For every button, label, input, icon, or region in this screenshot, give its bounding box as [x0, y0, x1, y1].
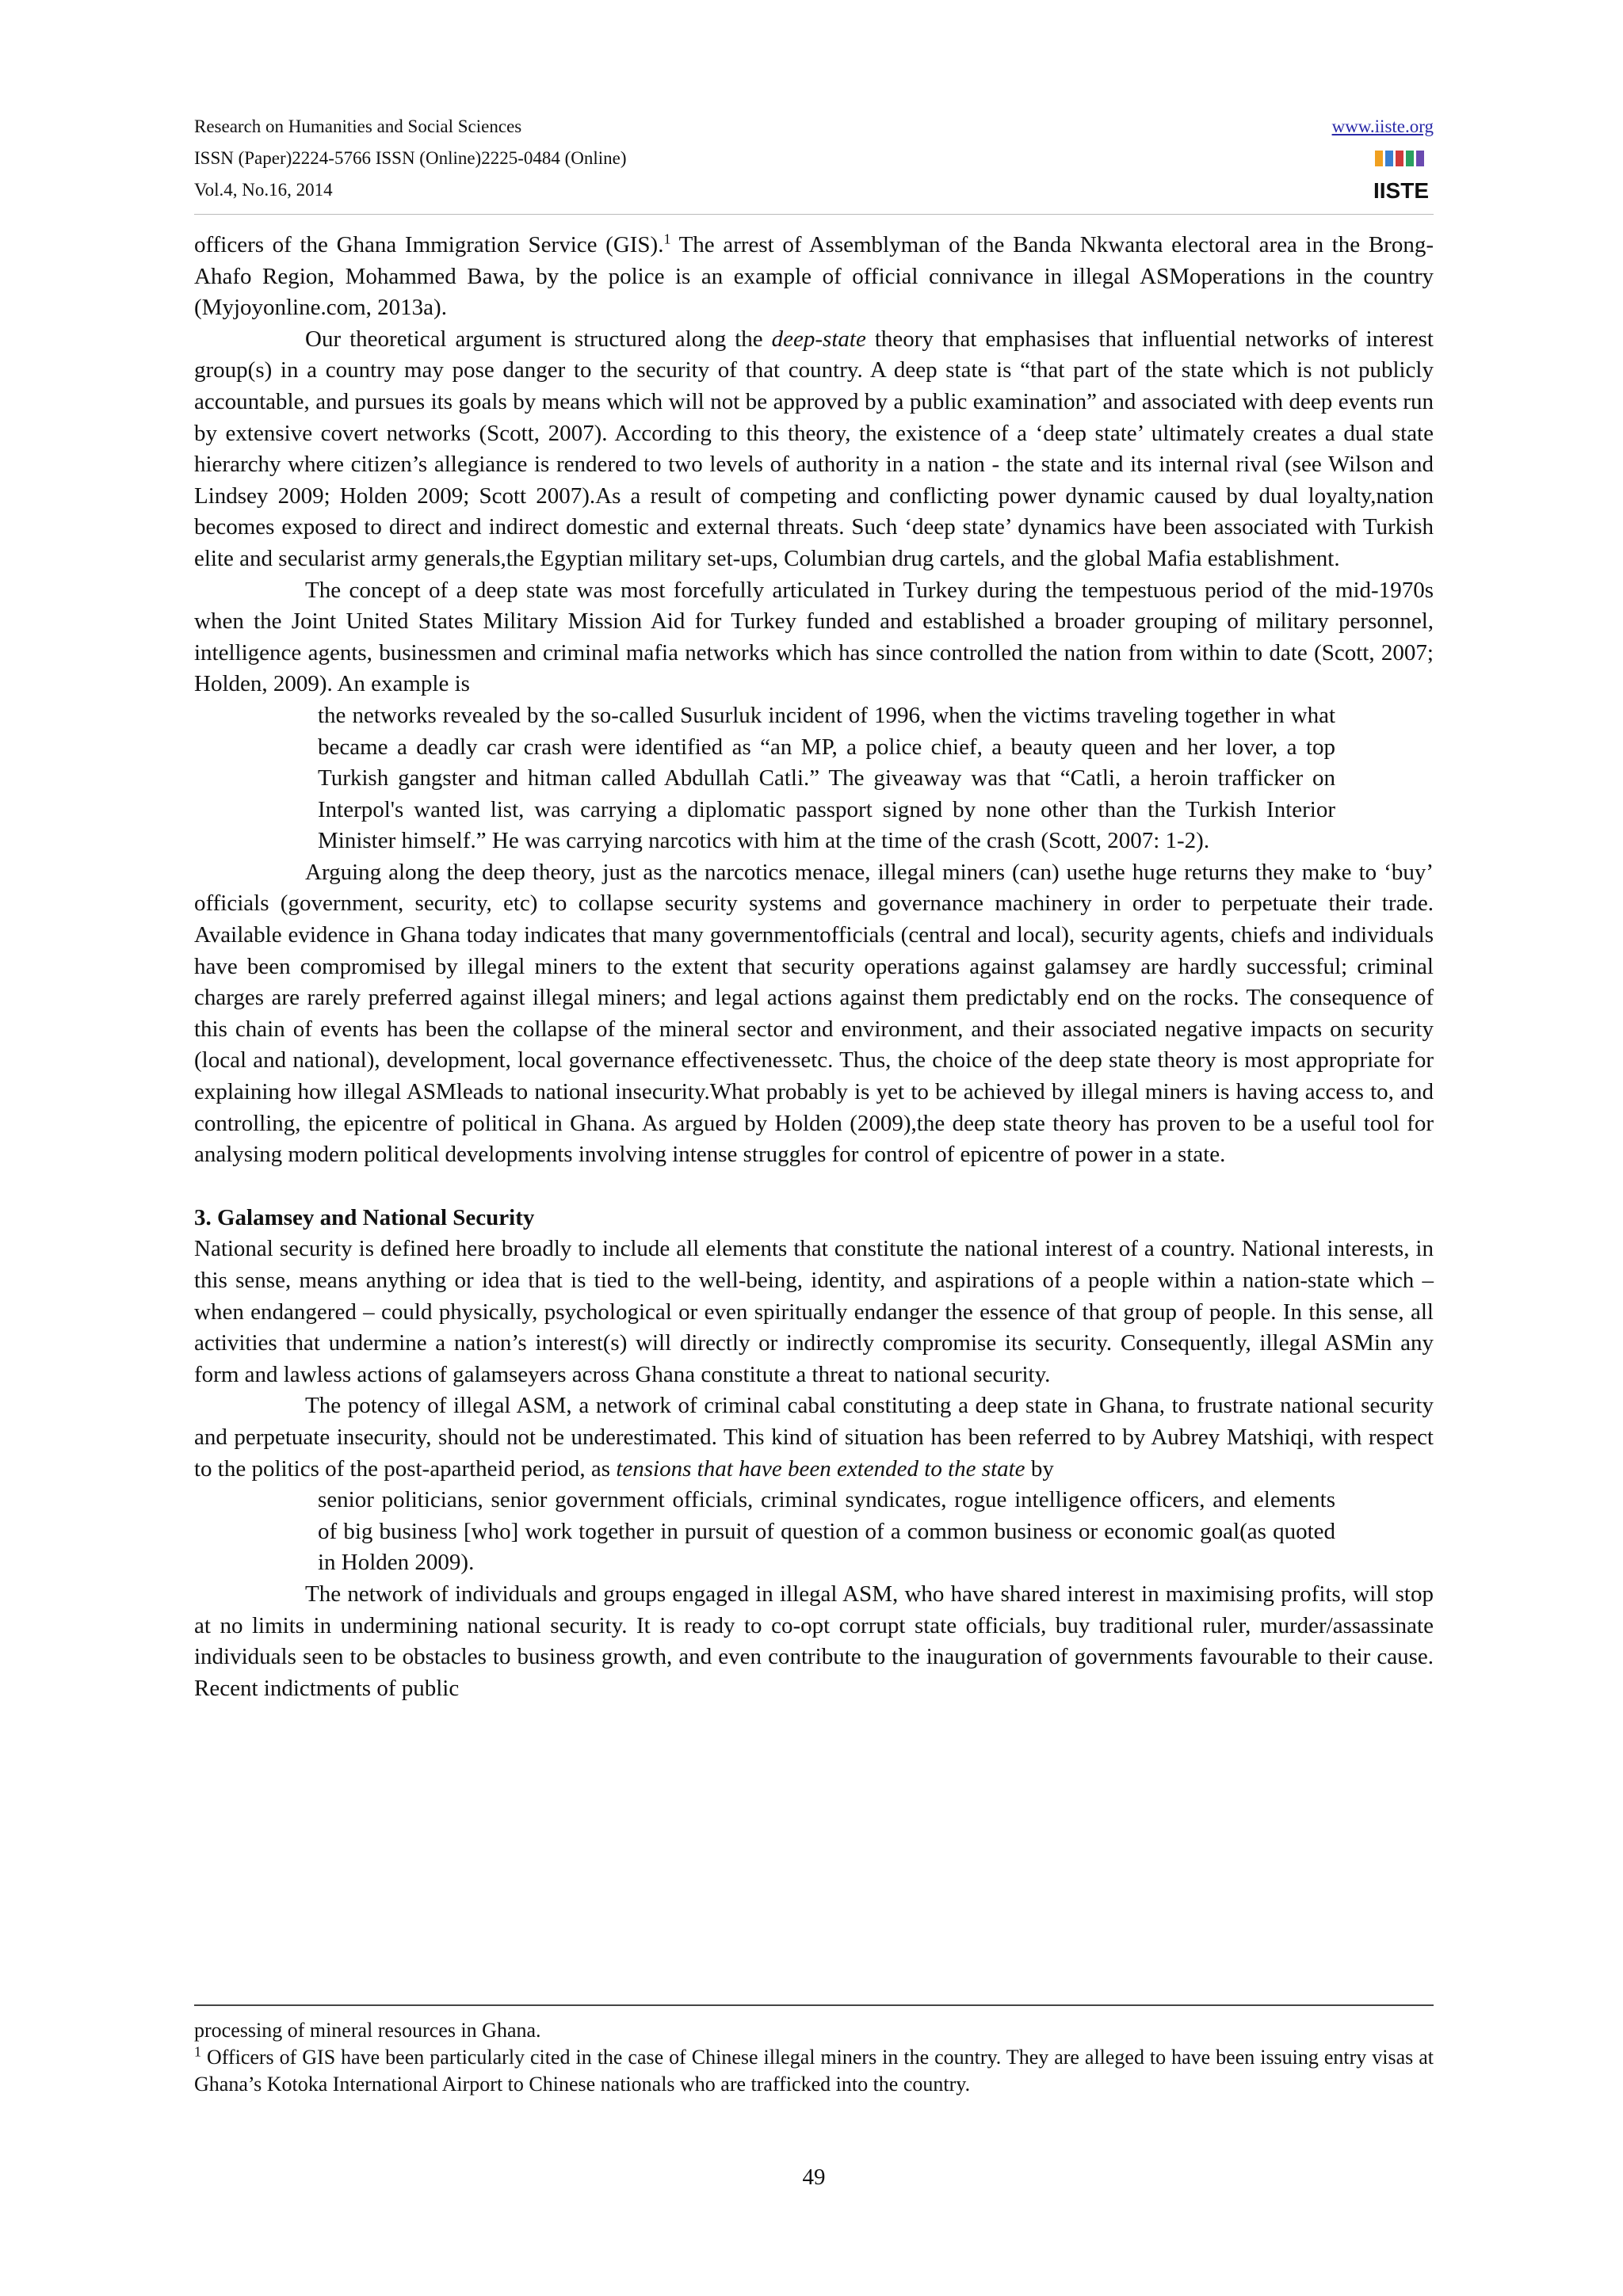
page [194, 111, 1434, 2190]
block-quote-susurluk: the networks revealed by the so-called Susurluk incident of 1996, when the victims traveling together in what became a deadly car crash were identified as “an MP, a police chief, a beauty queen and her lover, a top Turkish gangster and hitman called Abdullah Catli.” The giveaway was that “Catli, a heroin trafficker on Interpol's wanted list, was carrying a diplomatic passport signed by none other than the Turkish Interior Minister himself.” He was carrying narcotics with him at the time of the crash (Scott, 2007: 1-2). [318, 702, 1335, 854]
journal-volume: Vol.4, No.16, 2014 [194, 180, 333, 200]
article-body [194, 230, 1434, 1704]
footnote-ref-1[interactable]: 1 [663, 231, 671, 247]
block-quote-matshiqi: senior politicians, senior government officials, criminal syndicates, rogue intelligence officers, and elements of big business [who] work together in pursuit of question of a common business or economic goal(as quoted in Holden 2009). [318, 1487, 1335, 1576]
paragraph-4: Arguing along the deep theory, just as the narcotics menace, illegal miners (can) usethe huge returns they make to ‘buy’ officials (government, security, etc) to collapse security systems and governance machinery in order to perpetuate their trade. Available evidence in Ghana today indicates that many governmentofficials (central and local), security agents, chiefs and individuals have been compromised by illegal miners to the extent that security operations against galamsey are hardly successful; criminal charges are rarely preferred against illegal miners; and legal actions against them predictably end on the rocks. The consequence of this chain of events has been the collapse of the mineral sector and environment, and their associated negative impacts on security (local and national), development, local governance effectivenessetc. Thus, the choice of the deep state theory is most appropriate for explaining how illegal ASMleads to national insecurity.What probably is yet to be achieved by illegal miners is having access to, and controlling, the epicentre of political in Ghana. As argued by Holden (2009),the deep state theory has proven to be a useful tool for analysing modern political developments involving intense struggles for control of epicentre of power in a state. [194, 859, 1434, 1168]
journal-title: Research on Humanities and Social Sciences [194, 116, 522, 136]
paragraph-6: The potency of illegal ASM, a network of criminal cabal constituting a deep state in Ghana, to frustrate national security and perpetuate insecurity, should not be underestimated. This kind of situation has been referred to by Aubrey Matshiqi, with respect to the politics of the post-apartheid period, as tensions that have been extended to the state by [194, 1393, 1434, 1482]
tensions-phrase: tensions that have been extended to the state [616, 1455, 1025, 1482]
page-number: 49 [802, 2164, 826, 2190]
header-rule [194, 214, 1434, 215]
footnote-continued: processing of mineral resources in Ghana. [194, 2019, 541, 2042]
deep-state-term: deep-state [771, 326, 866, 352]
footnotes [194, 2017, 1434, 2098]
paragraph-7: The network of individuals and groups engaged in illegal ASM, who have shared interest in maximising profits, will stop at no limits in undermining national security. It is ready to co-opt corrupt state officials, buy traditional ruler, murder/assassinate individuals seen to be obstacles to business growth, and even contribute to the inauguration of governments favourable to their cause. Recent indictments of public [194, 1581, 1434, 1701]
footnote-mark-1: 1 [194, 2043, 201, 2060]
journal-issn: ISSN (Paper)2224-5766 ISSN (Online)2225-0484 (Online) [194, 148, 627, 168]
paragraph-5: National security is defined here broadly to include all elements that constitute the national interest of a country. National interests, in this sense, means anything or idea that is tied to the well-being, identity, and aspirations of a people within a nation-state which – when endangered – could physically, psychological or even spiritually endanger the essence of that group of people. In this sense, all activities that undermine a nation’s interest(s) will directly or indirectly compromise its security. Consequently, illegal ASMin any form and lawless actions of galamseyers across Ghana constitute a threat to national security. [194, 1236, 1434, 1387]
paragraph-3: The concept of a deep state was most forcefully articulated in Turkey during the tempestuous period of the mid-1970s when the Joint United States Military Mission Aid for Turkey funded and established a broader grouping of military personnel, intelligence agents, businessmen and criminal mafia networks which has since controlled the nation from within to date (Scott, 2007; Holden, 2009). An example is [194, 577, 1434, 697]
footnote-rule [194, 2004, 1434, 2006]
iiste-logo [1373, 149, 1429, 204]
paragraph-2: Our theoretical argument is structured along the deep-state theory that emphasises that influential networks of interest group(s) in a country may pose danger to the security of that country. A deep state is “that part of the state which is not publicly accountable, and pursues its goals by means which will not be approved by a public examination” and associated with deep events run by extensive covert networks (Scott, 2007). According to this theory, the existence of a ‘deep state’ ultimately creates a dual state hierarchy where citizen’s allegiance is rendered to two levels of authority in a nation - the state and its internal rival (see Wilson and Lindsey 2009; Holden 2009; Scott 2007).As a result of competing and conflicting power dynamic caused by dual loyalty,nation becomes exposed to direct and indirect domestic and external threats. Such ‘deep state’ dynamics have been associated with Turkish elite and secularist army generals,the Egyptian military set-ups, Columbian drug cartels, and the global Mafia establishment. [194, 326, 1434, 571]
section-heading: 3. Galamsey and National Security [194, 1204, 535, 1230]
paragraph-1: officers of the Ghana Immigration Service (GIS).$^1$ The arrest of Assemblyman of the Banda Nkwanta electoral area in the Brong-Ahafo Region, Mohammed Bawa, by the police is an example of official connivance in illegal ASMoperations in the country (Myjoyonline.com, 2013a). [194, 231, 1434, 321]
logo-text: IISTE [1373, 178, 1429, 203]
journal-url-link[interactable]: www.iiste.org [1331, 116, 1434, 136]
footnote-1: $^1$ Officers of GIS have been particularly cited in the case of Chinese illegal miners in the country. They are alleged to have been issuing entry visas at Ghana’s Kotoka International Airport to Chinese nationals who are trafficked into the country. [194, 2043, 1434, 2096]
journal-header [194, 111, 1434, 211]
